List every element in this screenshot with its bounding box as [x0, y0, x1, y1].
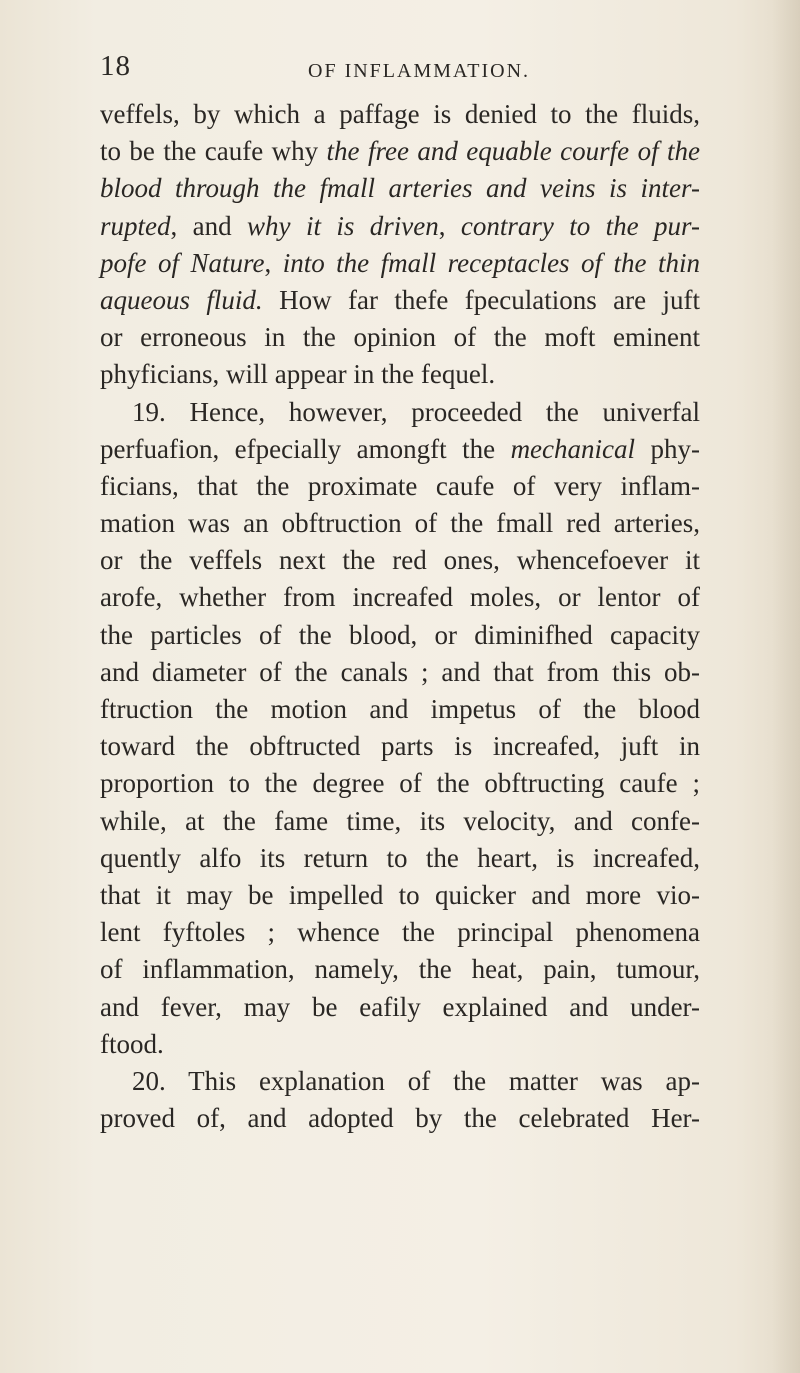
italic-run: contrary to the pur-	[460, 210, 701, 241]
text-line	[100, 468, 700, 505]
body-text	[100, 96, 700, 1137]
text-line	[100, 505, 700, 542]
text-line	[100, 319, 700, 356]
text-run: lent fyftoles ; whence the principal phenomena	[100, 917, 700, 948]
text-line	[100, 208, 700, 245]
text-line	[100, 691, 700, 728]
text-line	[100, 133, 700, 170]
page-number: 18	[100, 50, 131, 82]
text-line	[100, 356, 700, 393]
text-run: phyficians, will appear in the fequel.	[100, 359, 496, 390]
text-line	[100, 431, 700, 468]
text-run: that it may be impelled to quicker and more vio-	[100, 879, 700, 910]
text-run: ficians, that the proximate caufe of very inflam-	[100, 470, 700, 501]
text-line	[100, 1026, 700, 1063]
text-line	[100, 170, 700, 207]
italic-run: blood through the fmall arteries and veins is inter-	[100, 173, 700, 204]
text-run: arofe, whether from increafed moles, or lentor of	[100, 582, 700, 613]
text-run: , and	[170, 210, 248, 241]
text-run: proved of, and adopted by the celebrated Her-	[100, 1103, 700, 1134]
paragraph-start	[100, 1063, 700, 1100]
text-line	[100, 96, 700, 133]
text-line	[100, 989, 700, 1026]
text-line	[100, 282, 700, 319]
text-line	[100, 654, 700, 691]
italic-run: into the fmall receptacles of the thin	[282, 247, 700, 278]
page-edge-shadow	[772, 0, 800, 1373]
text-run: veffels, by which a paffage is denied to the fluids,	[100, 99, 700, 129]
paragraph-start	[100, 394, 700, 431]
running-title: OF INFLAMMATION.	[308, 60, 531, 82]
text-run: while, at the fame time, its velocity, and confe-	[100, 805, 700, 836]
text-run: of inflammation, namely, the heat, pain, tumour,	[100, 954, 700, 985]
text-run: toward the obftructed parts is increafed, juft in	[100, 731, 700, 762]
text-run: ,	[438, 210, 461, 241]
text-run: 20. This explanation of the matter was ap-	[132, 1065, 700, 1096]
text-line	[100, 914, 700, 951]
text-run: ftood.	[100, 1028, 164, 1059]
text-line	[100, 877, 700, 914]
text-run: ,	[264, 247, 283, 278]
italic-run: pofe of Nature	[100, 247, 265, 278]
italic-run: mechanical	[510, 433, 636, 464]
text-line	[100, 840, 700, 877]
text-run: or the veffels next the red ones, whencefoever it	[100, 545, 700, 576]
text-line	[100, 245, 700, 282]
text-run: and fever, may be eafily explained and under-	[100, 991, 700, 1022]
text-line	[100, 951, 700, 988]
text-run: proportion to the degree of the obftructing caufe ;	[100, 768, 700, 799]
text-run: quently alfo its return to the heart, is increafed,	[100, 842, 700, 873]
italic-run: the free and equable courfe of the	[326, 136, 700, 167]
text-line	[100, 617, 700, 654]
text-run: to be the caufe why	[100, 136, 327, 167]
italic-run: rupted	[100, 210, 171, 241]
text-line	[100, 765, 700, 802]
text-line	[100, 803, 700, 840]
text-run: or erroneous in the opinion of the moft eminent	[100, 322, 700, 353]
text-run: perfuafion, efpecially amongft the	[100, 433, 511, 464]
italic-run: aqueous fluid.	[100, 284, 263, 315]
text-run: the particles of the blood, or diminifhed capacity	[100, 619, 700, 650]
italic-run: why it is driven	[247, 210, 439, 241]
text-run: phy-	[635, 433, 700, 464]
text-run: mation was an obftruction of the fmall red arteries,	[100, 508, 700, 539]
text-line	[100, 728, 700, 765]
text-run: and diameter of the canals ; and that from this ob-	[100, 656, 700, 687]
page-header	[100, 50, 700, 90]
text-line	[100, 1100, 700, 1137]
text-run: How far thefe fpeculations are juft	[262, 284, 700, 315]
text-line	[100, 579, 700, 616]
text-line	[100, 542, 700, 579]
text-run: ftruction the motion and impetus of the blood	[100, 694, 700, 724]
text-run: 19. Hence, however, proceeded the univerfal	[132, 396, 700, 427]
